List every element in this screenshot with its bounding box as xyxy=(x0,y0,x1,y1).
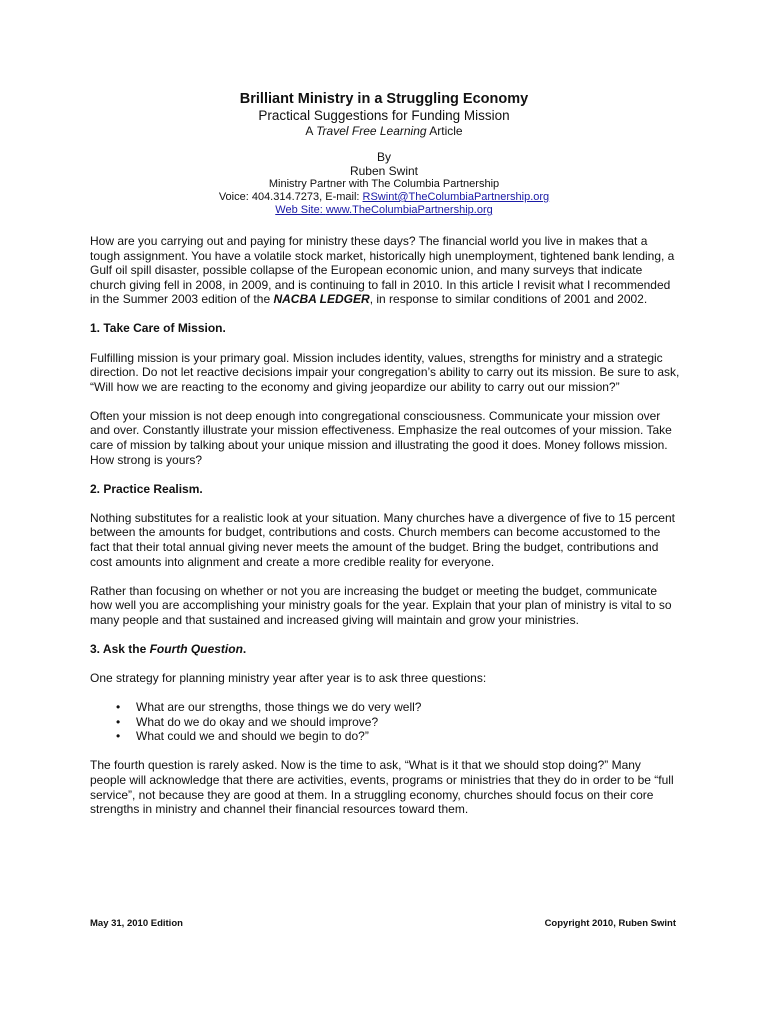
section-1-heading: 1. Take Care of Mission. xyxy=(90,321,226,336)
document-header xyxy=(0,90,768,217)
author-role: Ministry Partner with The Columbia Partnership xyxy=(268,178,500,190)
list-item: • What could we and should we begin to do?” xyxy=(136,729,680,744)
email-link[interactable]: RSwint@TheColumbiaPartnership.org xyxy=(362,191,550,203)
website-link[interactable]: www.TheColumbiaPartnership.org xyxy=(325,204,493,216)
section-2-paragraph-2: Rather than focusing on whether or not you are increasing the budget or meeting the budget, communicate how well you are accomplishing your ministry goals for the year. Explain that your plan of ministry is vital to so many people and that sustained and increased giving will maintain and grow your ministries. xyxy=(90,583,672,627)
intro-paragraph xyxy=(90,234,680,307)
voice-prefix: Voice: 404.314.7273, E-mail: xyxy=(218,191,363,203)
list-item: • What do we do okay and we should improve? xyxy=(136,715,680,730)
intro-text-after: , in response to similar conditions of 2001 and 2002. xyxy=(369,292,648,307)
footer-copyright: Copyright 2010, Ruben Swint xyxy=(544,918,676,929)
section-3-heading-prefix: 3. Ask the xyxy=(90,641,150,656)
by-label: By xyxy=(376,150,391,164)
intro-text-before: How are you carrying out and paying for ministry these days? The financial world you live in makes that a tough assignment. You have a volatile stock market, historically high unemployment, tightened bank lending, a Gulf oil spill disaster, possible collapse of the European economic union, and many surveys that indicate church giving fell in 2008, in 2009, and is continuing to fall in 2010. In this article I revisit what I recommended in the Summer 2003 edition of the xyxy=(90,234,675,307)
section-3-paragraph-1: The fourth question is rarely asked. Now is the time to ask, “What is it that we should stop doing?” Many people will acknowledge that there are activities, events, programs or ministries that they do in order to be “full service”, not because they are good at them. In a struggling economy, churches should focus on their core strengths in ministry and channel their financial resources toward them. xyxy=(90,758,674,817)
list-item: • What are our strengths, those things we do very well? xyxy=(136,700,680,715)
footer-edition: May 31, 2010 Edition xyxy=(90,918,183,929)
article-body xyxy=(90,234,680,831)
byline xyxy=(0,150,768,178)
document-footer xyxy=(90,918,676,929)
author-name: Ruben Swint xyxy=(349,164,419,178)
section-3-heading xyxy=(90,642,680,657)
section-3-heading-italic: Fourth Question xyxy=(149,641,243,656)
section-1-paragraph-1: Fulfilling mission is your primary goal. Mission includes identity, values, strengths for ministry and a strategic direction. Do not let reactive decisions impair your congregation’s ability to carry out its mission. Be sure to ask, “Will how we are reacting to the economy and giving jeopardize our ability to carry out our mission?” xyxy=(90,350,680,394)
contact-line xyxy=(0,191,768,204)
kicker-suffix: Article xyxy=(426,124,463,138)
kicker-series-name: Travel Free Learning xyxy=(316,124,427,138)
section-2-heading: 2. Practice Realism. xyxy=(90,481,203,496)
website-prefix-link[interactable]: Web Site: xyxy=(275,204,326,216)
intro-emphasis: NACBA LEDGER xyxy=(273,292,370,307)
section-3-intro: One strategy for planning ministry year after year is to ask three questions: xyxy=(90,671,487,686)
article-title: Brilliant Ministry in a Struggling Economy xyxy=(239,91,529,107)
article-subtitle: Practical Suggestions for Funding Mission xyxy=(258,108,510,123)
questions-list xyxy=(90,700,680,744)
kicker-prefix: A xyxy=(305,124,317,138)
section-3-heading-suffix: . xyxy=(242,641,247,656)
section-1-paragraph-2: Often your mission is not deep enough into congregational consciousness. Communicate your mission over and over. Constantly illustrate your mission effectiveness. Emphasize the real outcomes of your mission. Take care of mission by talking about your unique mission and illustrating the good it does. Money follows mission. How strong is yours? xyxy=(90,408,672,467)
article-kicker xyxy=(0,124,768,138)
website-line xyxy=(0,204,768,217)
section-2-paragraph-1: Nothing substitutes for a realistic look at your situation. Many churches have a divergence of five to 15 percent between the amounts for budget, contributions and costs. Church members can become accustomed to the fact that their total annual giving never meets the amount of the budget. Bring the budget, contributions and cost amounts into alignment and create a more credible reality for everyone. xyxy=(90,510,675,569)
